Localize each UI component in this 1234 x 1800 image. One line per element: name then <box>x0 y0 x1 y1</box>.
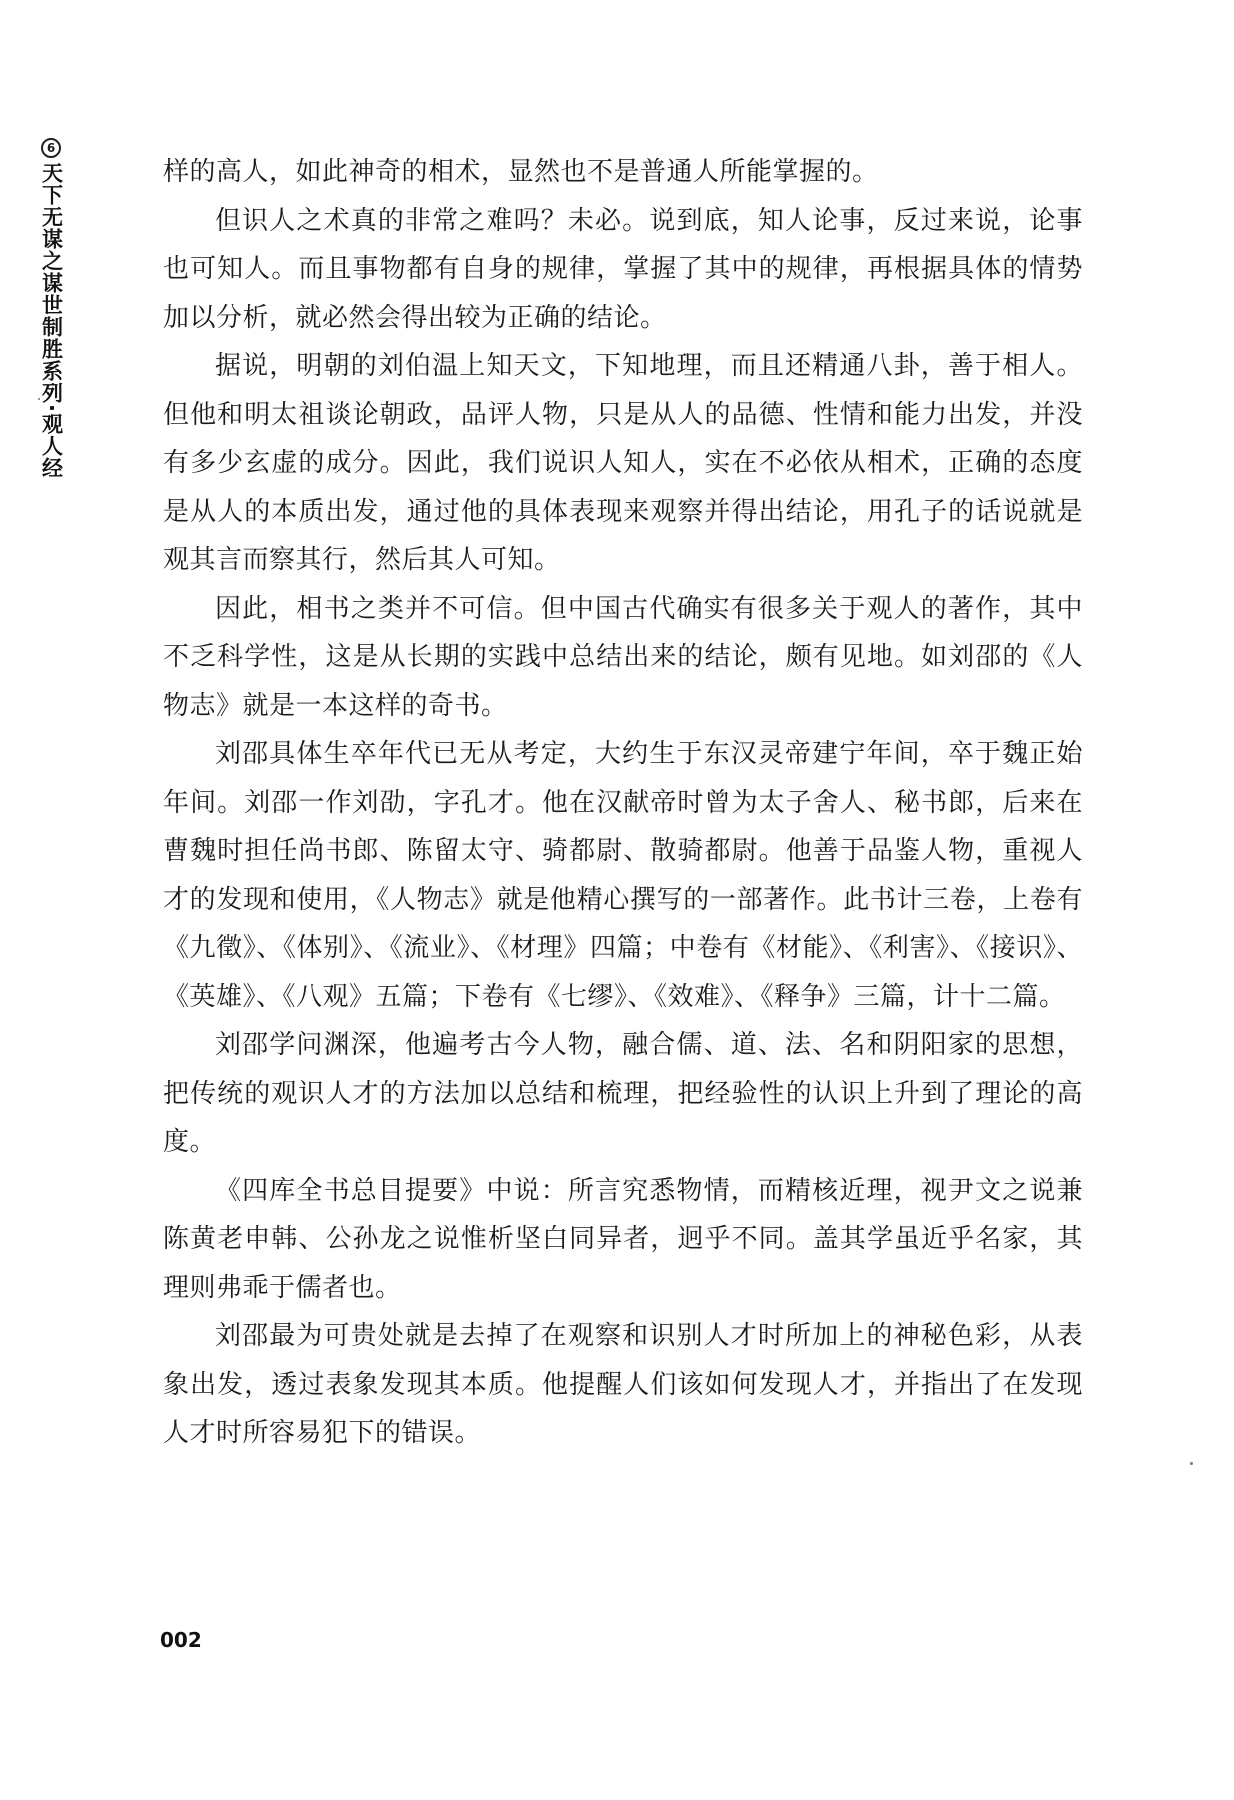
scan-speck <box>38 398 40 400</box>
paragraph-5: 刘邵具体生卒年代已无从考定，大约生于东汉灵帝建宁年间，卒于魏正始年间。刘邵一作刘劭，字孔才。他在汉献帝时曾为太子舍人、秘书郎，后来在曹魏时担任尚书郎、陈留太守、骑都尉、散骑都尉。他善于品鉴人物，重视人才的发现和使用，《人物志》就是他精心撰写的一部著作。此书计三卷，上卷有《九徵》、《体别》、《流业》、《材理》四篇；中卷有《材能》、《利害》、《接识》、《英雄》、《八观》五篇；下卷有《七缪》、《效难》、《释争》三篇，计十二篇。 <box>163 739 1083 1012</box>
paragraph-1: 样的高人，如此神奇的相术，显然也不是普通人所能掌握的。 <box>163 157 879 187</box>
paragraph-3: 据说，明朝的刘伯温上知天文，下知地理，而且还精通八卦，善于相人。但他和明太祖谈论朝政，品评人物，只是从人的品德、性情和能力出发，并没有多少玄虚的成分。因此，我们说识人知人，实在不必依从相术，正确的态度是从人的本质出发，通过他的具体表现来观察并得出结论，用孔子的话说就是观其言而察其行，然后其人可知。 <box>163 351 1083 575</box>
series-title-vertical <box>34 138 68 479</box>
series-title-text: 天下无谋之谋世制胜系列·观人经 <box>39 162 64 479</box>
page-number: 002 <box>160 1628 202 1652</box>
paragraph-8: 刘邵最为可贵处就是去掉了在观察和识别人才时所加上的神秘色彩，从表象出发，透过表象发现其本质。他提醒人们该如何发现人才，并指出了在发现人才时所容易犯下的错误。 <box>163 1321 1083 1448</box>
series-mark-icon: 6 <box>41 138 61 158</box>
paragraph-6: 刘邵学问渊深，他遍考古今人物，融合儒、道、法、名和阴阳家的思想，把传统的观识人才的方法加以总结和梳理，把经验性的认识上升到了理论的高度。 <box>163 1030 1083 1157</box>
scan-speck <box>1190 1462 1193 1465</box>
paragraph-2: 但识人之术真的非常之难吗？未必。说到底，知人论事，反过来说，论事也可知人。而且事物都有自身的规律，掌握了其中的规律，再根据具体的情势加以分析，就必然会得出较为正确的结论。 <box>163 205 1083 333</box>
paragraph-7: 《四库全书总目提要》中说：所言究悉物情，而精核近理，视尹文之说兼陈黄老申韩、公孙龙之说惟析坚白同异者，迥乎不同。盖其学虽近乎名家，其理则弗乖于儒者也。 <box>163 1175 1083 1303</box>
body-text <box>163 148 1083 1458</box>
paragraph-4: 因此，相书之类并不可信。但中国古代确实有很多关于观人的著作，其中不乏科学性，这是从长期的实践中总结出来的结论，颇有见地。如刘邵的《人物志》就是一本这样的奇书。 <box>163 593 1083 721</box>
